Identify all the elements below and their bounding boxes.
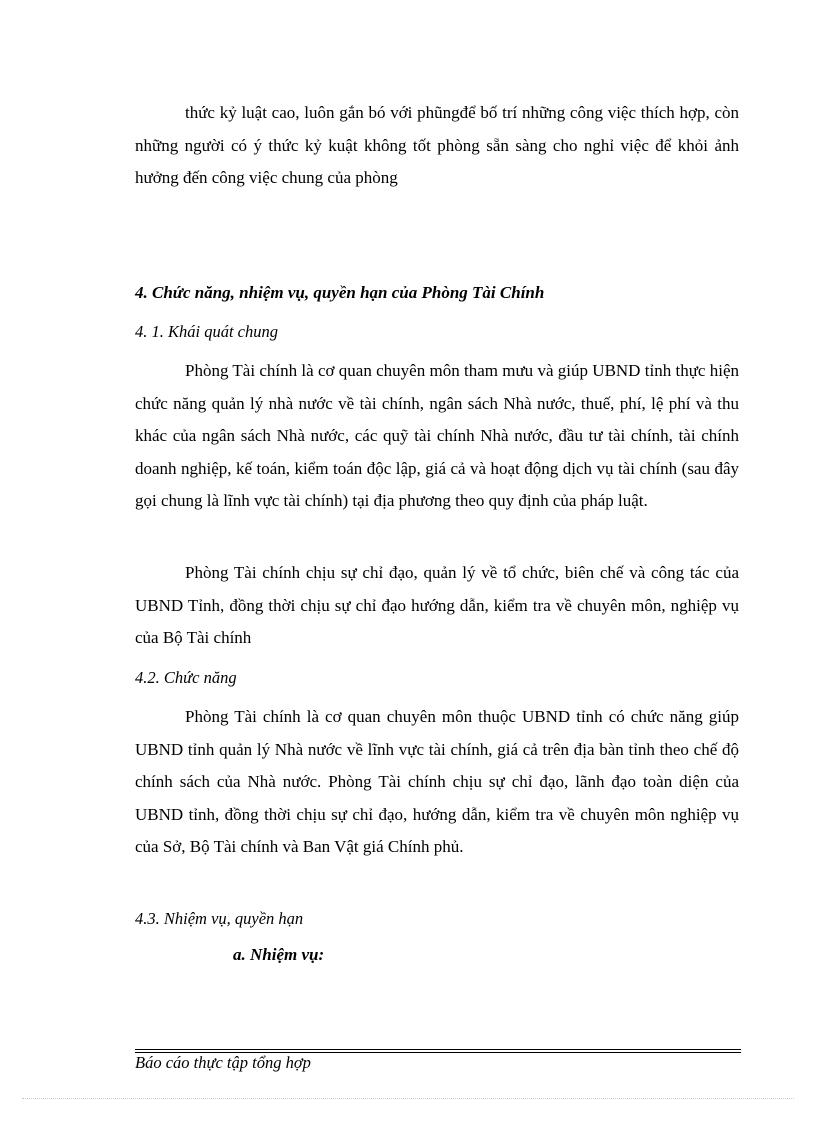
sub-item-heading-duties: a. Nhiệm vụ: [233, 945, 325, 964]
page-boundary-line [22, 1098, 794, 1099]
paragraph-overview-2: Phòng Tài chính chịu sự chỉ đạo, quản lý về tổ chức, biên chế và công tác của UBND Tỉnh, đồng thời chịu sự chỉ đạo hướng dẫn, kiểm tra về chuyên môn, nghiệp vụ của Bộ Tài chính [135, 563, 739, 647]
section-heading: 4. Chức năng, nhiệm vụ, quyền hạn của Phòng Tài Chính [135, 283, 545, 302]
subsection-heading-overview: 4. 1. Khái quát chung [135, 322, 278, 341]
subsection-heading-duties: 4.3. Nhiệm vụ, quyền hạn [135, 909, 304, 928]
paragraph-continuation: thức kỷ luật cao, luôn gắn bó với phũngđể bố trí những công việc thích hợp, còn những người có ý thức kỷ kuật không tốt phòng sẵn sàng cho nghỉ việc để khỏi ảnh hưởng đến công việc chung của phòng [135, 103, 739, 187]
paragraph-functions: Phòng Tài chính là cơ quan chuyên môn thuộc UBND tỉnh có chức năng giúp UBND tỉnh quản lý Nhà nước về lĩnh vực tài chính, giá cả trên địa bàn tỉnh theo chế độ chính sách của Nhà nước. Phòng Tài chính chịu sự chỉ đạo, lãnh đạo toàn diện của UBND tỉnh, đồng thời chịu sự chỉ đạo, hướng dẫn, kiểm tra về chuyên môn nghiệp vụ của Sở, Bộ Tài chính và Ban Vật giá Chính phủ. [135, 707, 739, 856]
footer-text: Báo cáo thực tập tổng hợp [135, 1053, 311, 1072]
paragraph-overview-1: Phòng Tài chính là cơ quan chuyên môn tham mưu và giúp UBND tỉnh thực hiện chức năng quản lý nhà nước về tài chính, ngân sách Nhà nước, thuế, phí, lệ phí và thu khác của ngân sách Nhà nước, các quỹ tài chính Nhà nước, đầu tư tài chính, tài chính doanh nghiệp, kế toán, kiểm toán độc lập, giá cả và hoạt động dịch vụ tài chính (sau đây gọi chung là lĩnh vực tài chính) tại địa phương theo quy định của pháp luật. [135, 361, 739, 510]
subsection-heading-functions: 4.2. Chức năng [135, 668, 237, 687]
footer-rule-top [135, 1049, 741, 1050]
